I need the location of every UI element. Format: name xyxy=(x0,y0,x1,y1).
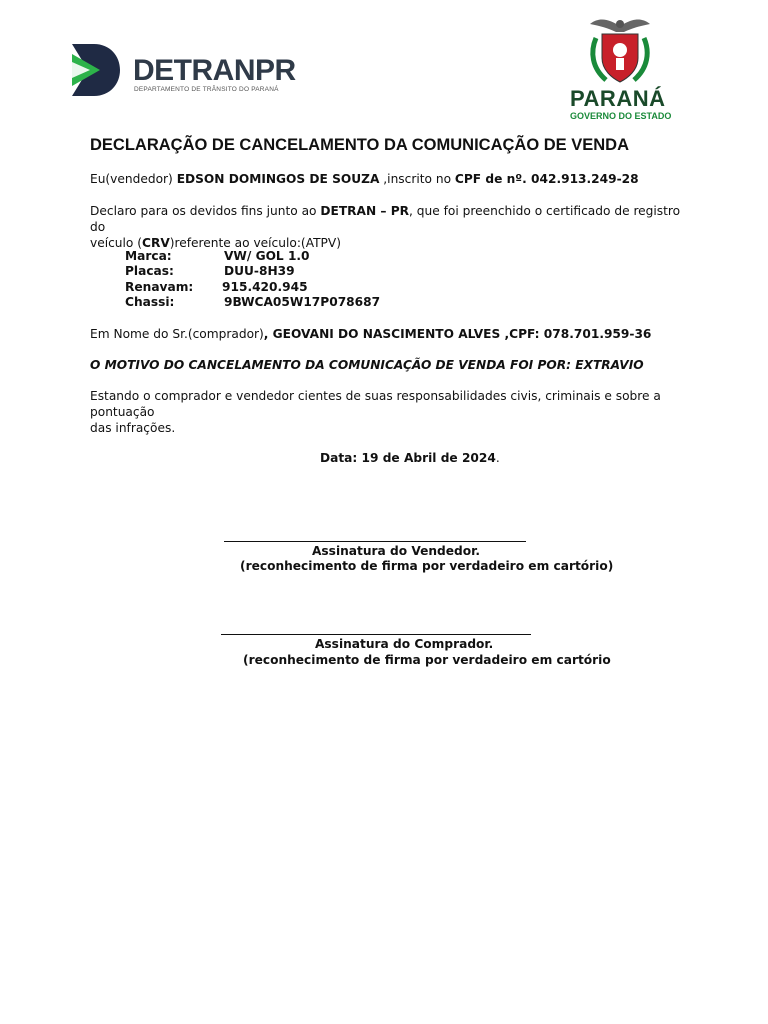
seller-name: EDSON DOMINGOS DE SOUZA xyxy=(176,172,380,186)
detran-name: DETRANPR xyxy=(133,54,296,87)
detran-arrow-icon xyxy=(70,40,122,100)
declaration-text-2: , que foi preenchido o certificado de registro do xyxy=(90,204,681,234)
declaration-text-1: Declaro para os devidos fins junto ao xyxy=(90,204,321,218)
seller-cpf: CPF de nº. 042.913.249-28 xyxy=(454,172,639,186)
document-date xyxy=(320,451,500,465)
declaration-text-4: )referente ao veículo:(ATPV) xyxy=(169,236,341,250)
declaration-line-2 xyxy=(90,235,690,251)
detran-pr-logo xyxy=(70,40,300,100)
buyer-info: , GEOVANI DO NASCIMENTO ALVES ,CPF: 078.701.959-36 xyxy=(263,327,652,341)
document-title: DECLARAÇÃO DE CANCELAMENTO DA COMUNICAÇÃO DE VENDA xyxy=(90,136,630,154)
declaration-line-1 xyxy=(90,203,690,235)
seller-paragraph xyxy=(90,171,690,187)
vehicle-value-placas: DUU-8H39 xyxy=(224,264,295,278)
cancellation-reason: O MOTIVO DO CANCELAMENTO DA COMUNICAÇÃO DE VENDA FOI POR: EXTRAVIO xyxy=(90,358,644,372)
declaration-detran: DETRAN – PR xyxy=(320,204,410,218)
buyer-signature-line xyxy=(221,634,531,635)
declaration-paragraph xyxy=(90,203,690,251)
seller-prefix: Eu(vendedor) xyxy=(90,172,177,186)
vehicle-label-marca: Marca: xyxy=(125,249,172,263)
seller-signature-note: (reconhecimento de firma por verdadeiro em cartório) xyxy=(240,559,614,573)
date-period: . xyxy=(495,451,500,465)
parana-coat-of-arms-icon xyxy=(566,14,674,88)
detran-subtitle: DEPARTAMENTO DE TRÂNSITO DO PARANÁ xyxy=(134,86,279,93)
buyer-signature-note: (reconhecimento de firma por verdadeiro em cartório xyxy=(243,653,611,667)
responsibility-line-1: Estando o comprador e vendedor cientes de suas responsabilidades civis, criminais e sobre a pontuação xyxy=(90,389,661,419)
buyer-prefix: Em Nome do Sr.(comprador) xyxy=(90,327,264,341)
parana-logo xyxy=(566,14,674,122)
buyer-paragraph xyxy=(90,326,690,342)
parana-name: PARANÁ xyxy=(570,86,666,111)
vehicle-value-chassi: 9BWCA05W17P078687 xyxy=(224,295,381,309)
vehicle-value-marca: VW/ GOL 1.0 xyxy=(224,249,310,263)
responsibility-paragraph xyxy=(90,388,700,436)
vehicle-value-renavam: 915.420.945 xyxy=(222,280,308,294)
date-text: Data: 19 de Abril de 2024 xyxy=(320,451,496,465)
vehicle-label-chassi: Chassi: xyxy=(125,295,175,309)
vehicle-label-renavam: Renavam: xyxy=(125,280,194,294)
vehicle-label-placas: Placas: xyxy=(125,264,174,278)
seller-signature-line xyxy=(224,541,526,542)
seller-mid: ,inscrito no xyxy=(379,172,455,186)
declaration-text-3: veículo ( xyxy=(90,236,142,250)
responsibility-line-2: das infrações. xyxy=(90,421,176,435)
seller-signature-title: Assinatura do Vendedor. xyxy=(312,544,481,558)
declaration-crv: CRV xyxy=(142,236,170,250)
buyer-signature-title: Assinatura do Comprador. xyxy=(315,637,494,651)
parana-subtitle: GOVERNO DO ESTADO xyxy=(570,111,672,121)
